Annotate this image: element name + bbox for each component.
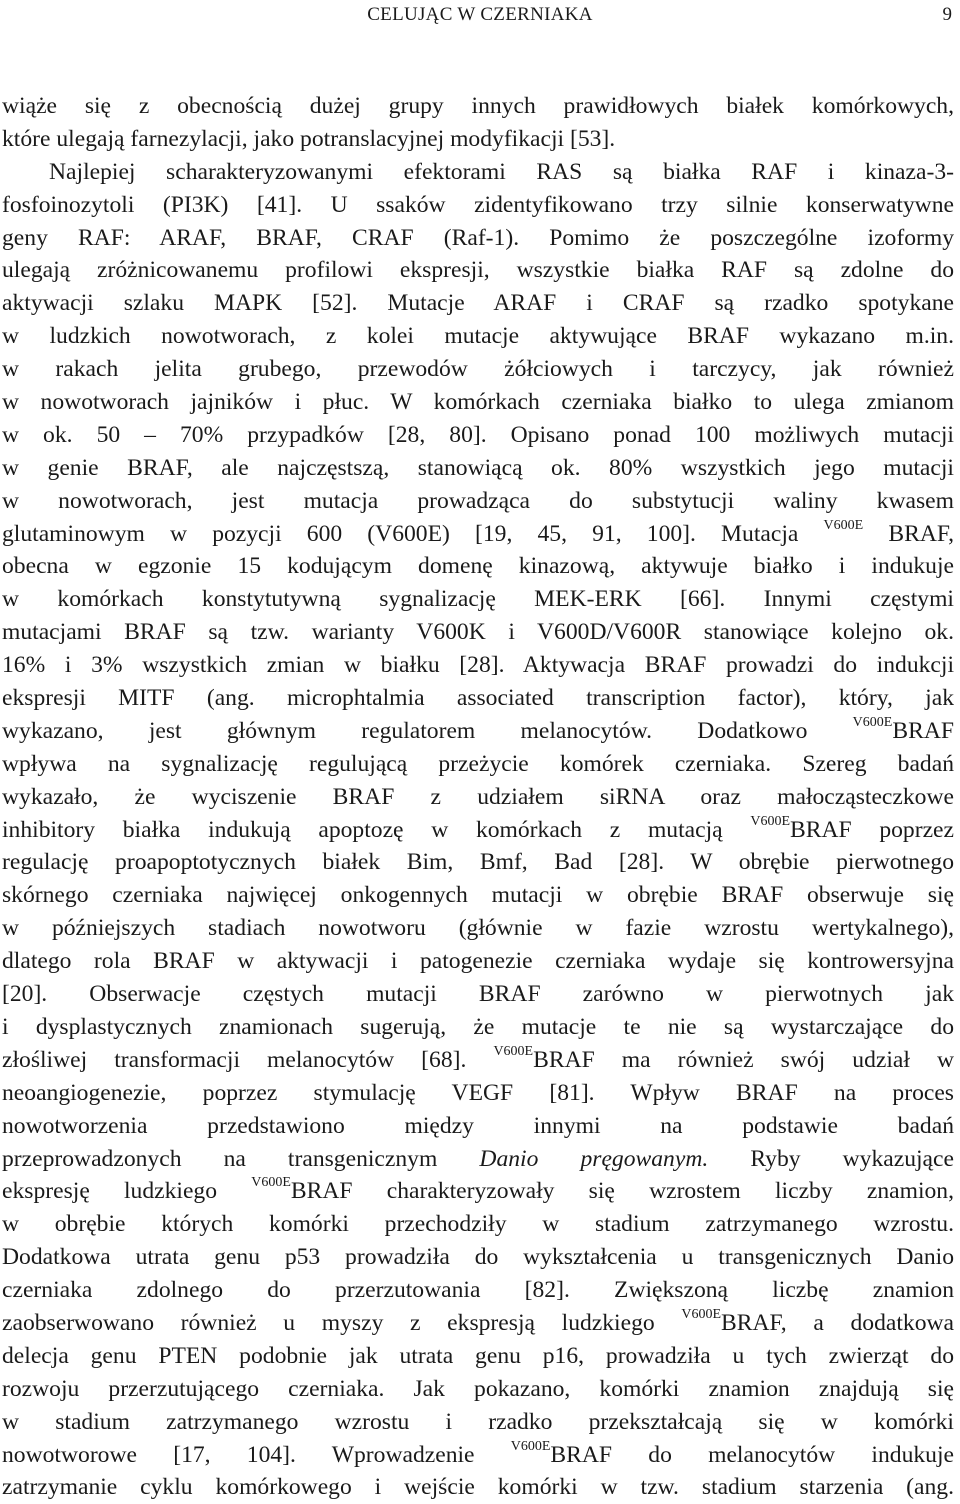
text-line: wykazano, jest głównym regulatorem melanocytów. Dodatkowo $^{V600E}$BRAF (2, 714, 954, 744)
superscript-mutation: V600E (510, 1438, 551, 1454)
text-line: ekspresję ludzkiego $^{V600E}$BRAF charakteryzowały się wzrostem liczby znamion, (2, 1175, 954, 1205)
text-line: Najlepiej scharakteryzowanymi efektorami RAS są białka RAF i kinaza-3- (49, 158, 954, 185)
superscript-mutation: V600E (251, 1175, 291, 1191)
text-line: w genie BRAF, ale najczęstszą, stanowiącą ok. 80% wszystkich jego mutacji (2, 454, 954, 481)
text-line: ekspresji MITF (ang. microphtalmia associated transcription factor), który, jak (2, 685, 954, 712)
text-line: [20]. Obserwacje częstych mutacji BRAF zarówno w pierwotnych jak (2, 981, 954, 1008)
superscript-mutation: V600E (750, 813, 790, 829)
text-line: w komórkach konstytutywną sygnalizację MEK-ERK [66]. Innymi częstymi (2, 586, 954, 613)
text-line: w ok. 50 – 70% przypadków [28, 80]. Opisano ponad 100 możliwych mutacji (2, 421, 954, 448)
text-line: obecna w egzonie 15 kodującym domenę kinazową, aktywuje białko i indukuje (2, 553, 954, 580)
superscript-mutation: V600E (823, 517, 864, 533)
text-line: fosfoinozytoli (PI3K) [41]. U ssaków zidentyfikowano trzy silnie konserwatywne (2, 191, 954, 218)
text-line: aktywacji szlaku MAPK [52]. Mutacje ARAF i CRAF są rzadko spotykane (2, 290, 954, 317)
text-line: geny RAF: ARAF, BRAF, CRAF (Raf-1). Pomimo że poszczególne izoformy (2, 224, 954, 251)
text-line: mutacjami BRAF są tzw. warianty V600K i V600D/V600R stanowiące kolejno ok. (2, 619, 954, 646)
running-title: CELUJĄC W CZERNIAKA (367, 4, 593, 25)
text-line: które ulegają farnezylacji, jako potranslacyjnej modyfikacji [53]. (2, 125, 616, 152)
superscript-mutation: V600E (493, 1043, 534, 1059)
text-line: Dodatkowa utrata genu p53 prowadziła do wykształcenia u transgenicznych Danio (2, 1244, 954, 1271)
text-line: w nowotworach, jest mutacja prowadząca do substytucji waliny kwasem (2, 487, 954, 514)
text-line: w obrębie których komórki przechodziły w stadium zatrzymanego wzrostu. (2, 1211, 954, 1238)
text-line: dlatego rola BRAF w aktywacji i patogenezie czerniaka wydaje się kontrowersyjna (2, 948, 954, 975)
body-text (2, 90, 954, 1504)
text-line: w rakach jelita grubego, przewodów żółciowych i tarczycy, jak również (2, 356, 954, 383)
text-line: zatrzymanie cyklu komórkowego i wejście komórki w tzw. stadium starzenia (ang. (2, 1474, 954, 1501)
text-line: złośliwej transformacji melanocytów [68]. $^{V600E}$BRAF ma również swój udział w (2, 1043, 954, 1073)
text-line: nowotworzenia przedstawiono między innymi na podstawie badań (2, 1112, 954, 1139)
text-line: wiąże się z obecnością dużej grupy innych prawidłowych białek komórkowych, (2, 93, 954, 119)
text-line: regulację proapoptotycznych białek Bim, Bmf, Bad [28]. W obrębie pierwotnego (2, 849, 954, 876)
text-line: delecja genu PTEN podobnie jak utrata genu p16, prowadziła u tych zwierząt do (2, 1342, 954, 1369)
page-header (0, 0, 960, 30)
text-line: rozwoju przerzutującego czerniaka. Jak pokazano, komórki znamion znajdują się (2, 1375, 954, 1402)
text-line: nowotworowe [17, 104]. Wprowadzenie $^{V600E}$BRAF do melanocytów indukuje (2, 1438, 954, 1468)
text-line: w stadium zatrzymanego wzrostu i rzadko przekształcają się w komórki (2, 1408, 954, 1435)
text-line: w ludzkich nowotworach, z kolei mutacje aktywujące BRAF wykazano m.in. (2, 323, 954, 350)
text-line: 16% i 3% wszystkich zmian w białku [28]. Aktywacja BRAF prowadzi do indukcji (2, 652, 954, 679)
text-line: czerniaka zdolnego do przerzutowania [82]. Zwiększoną liczbę znamion (2, 1277, 954, 1304)
text-line: w późniejszych stadiach nowotworu (głównie w fazie wzrostu wertykalnego), (2, 915, 954, 942)
text-line: skórnego czerniaka najwięcej onkogennych mutacji w obrębie BRAF obserwuje się (2, 882, 954, 909)
text-line: neoangiogenezie, poprzez stymulację VEGF [81]. Wpływ BRAF na proces (2, 1079, 954, 1106)
species-name: Danio pręgowanym. (479, 1145, 709, 1172)
text-line: zaobserwowano również u myszy z ekspresją ludzkiego $^{V600E}$BRAF, a dodatkowa (2, 1306, 954, 1336)
text-line: glutaminowym w pozycji 600 (V600E) [19, 45, 91, 100]. Mutacja $^{V600E}$ BRAF, (2, 517, 954, 547)
page-number: 9 (942, 4, 952, 25)
text-line: wykazało, że wyciszenie BRAF z udziałem siRNA oraz małocząsteczkowe (2, 783, 954, 810)
superscript-mutation: V600E (681, 1306, 722, 1322)
text-line: inhibitory białka indukują apoptozę w komórkach z mutacją $^{V600E}$BRAF poprzez (2, 813, 954, 843)
text-line: w nowotworach jajników i płuc. W komórkach czerniaka białko to ulega zmianom (2, 389, 954, 416)
text-line: wpływa na sygnalizację regulującą przeżycie komórek czerniaka. Szereg badań (2, 750, 954, 777)
superscript-mutation: V600E (852, 714, 893, 730)
text-line: i dysplastycznych znamionach sugerują, że mutacje te nie są wystarczające do (2, 1013, 954, 1040)
text-line: przeprowadzonych na transgenicznym Danio pręgowanym. Ryby wykazujące (2, 1145, 954, 1172)
text-line: ulegają zróżnicowanemu profilowi ekspresji, wszystkie białka RAF są zdolne do (2, 257, 954, 284)
